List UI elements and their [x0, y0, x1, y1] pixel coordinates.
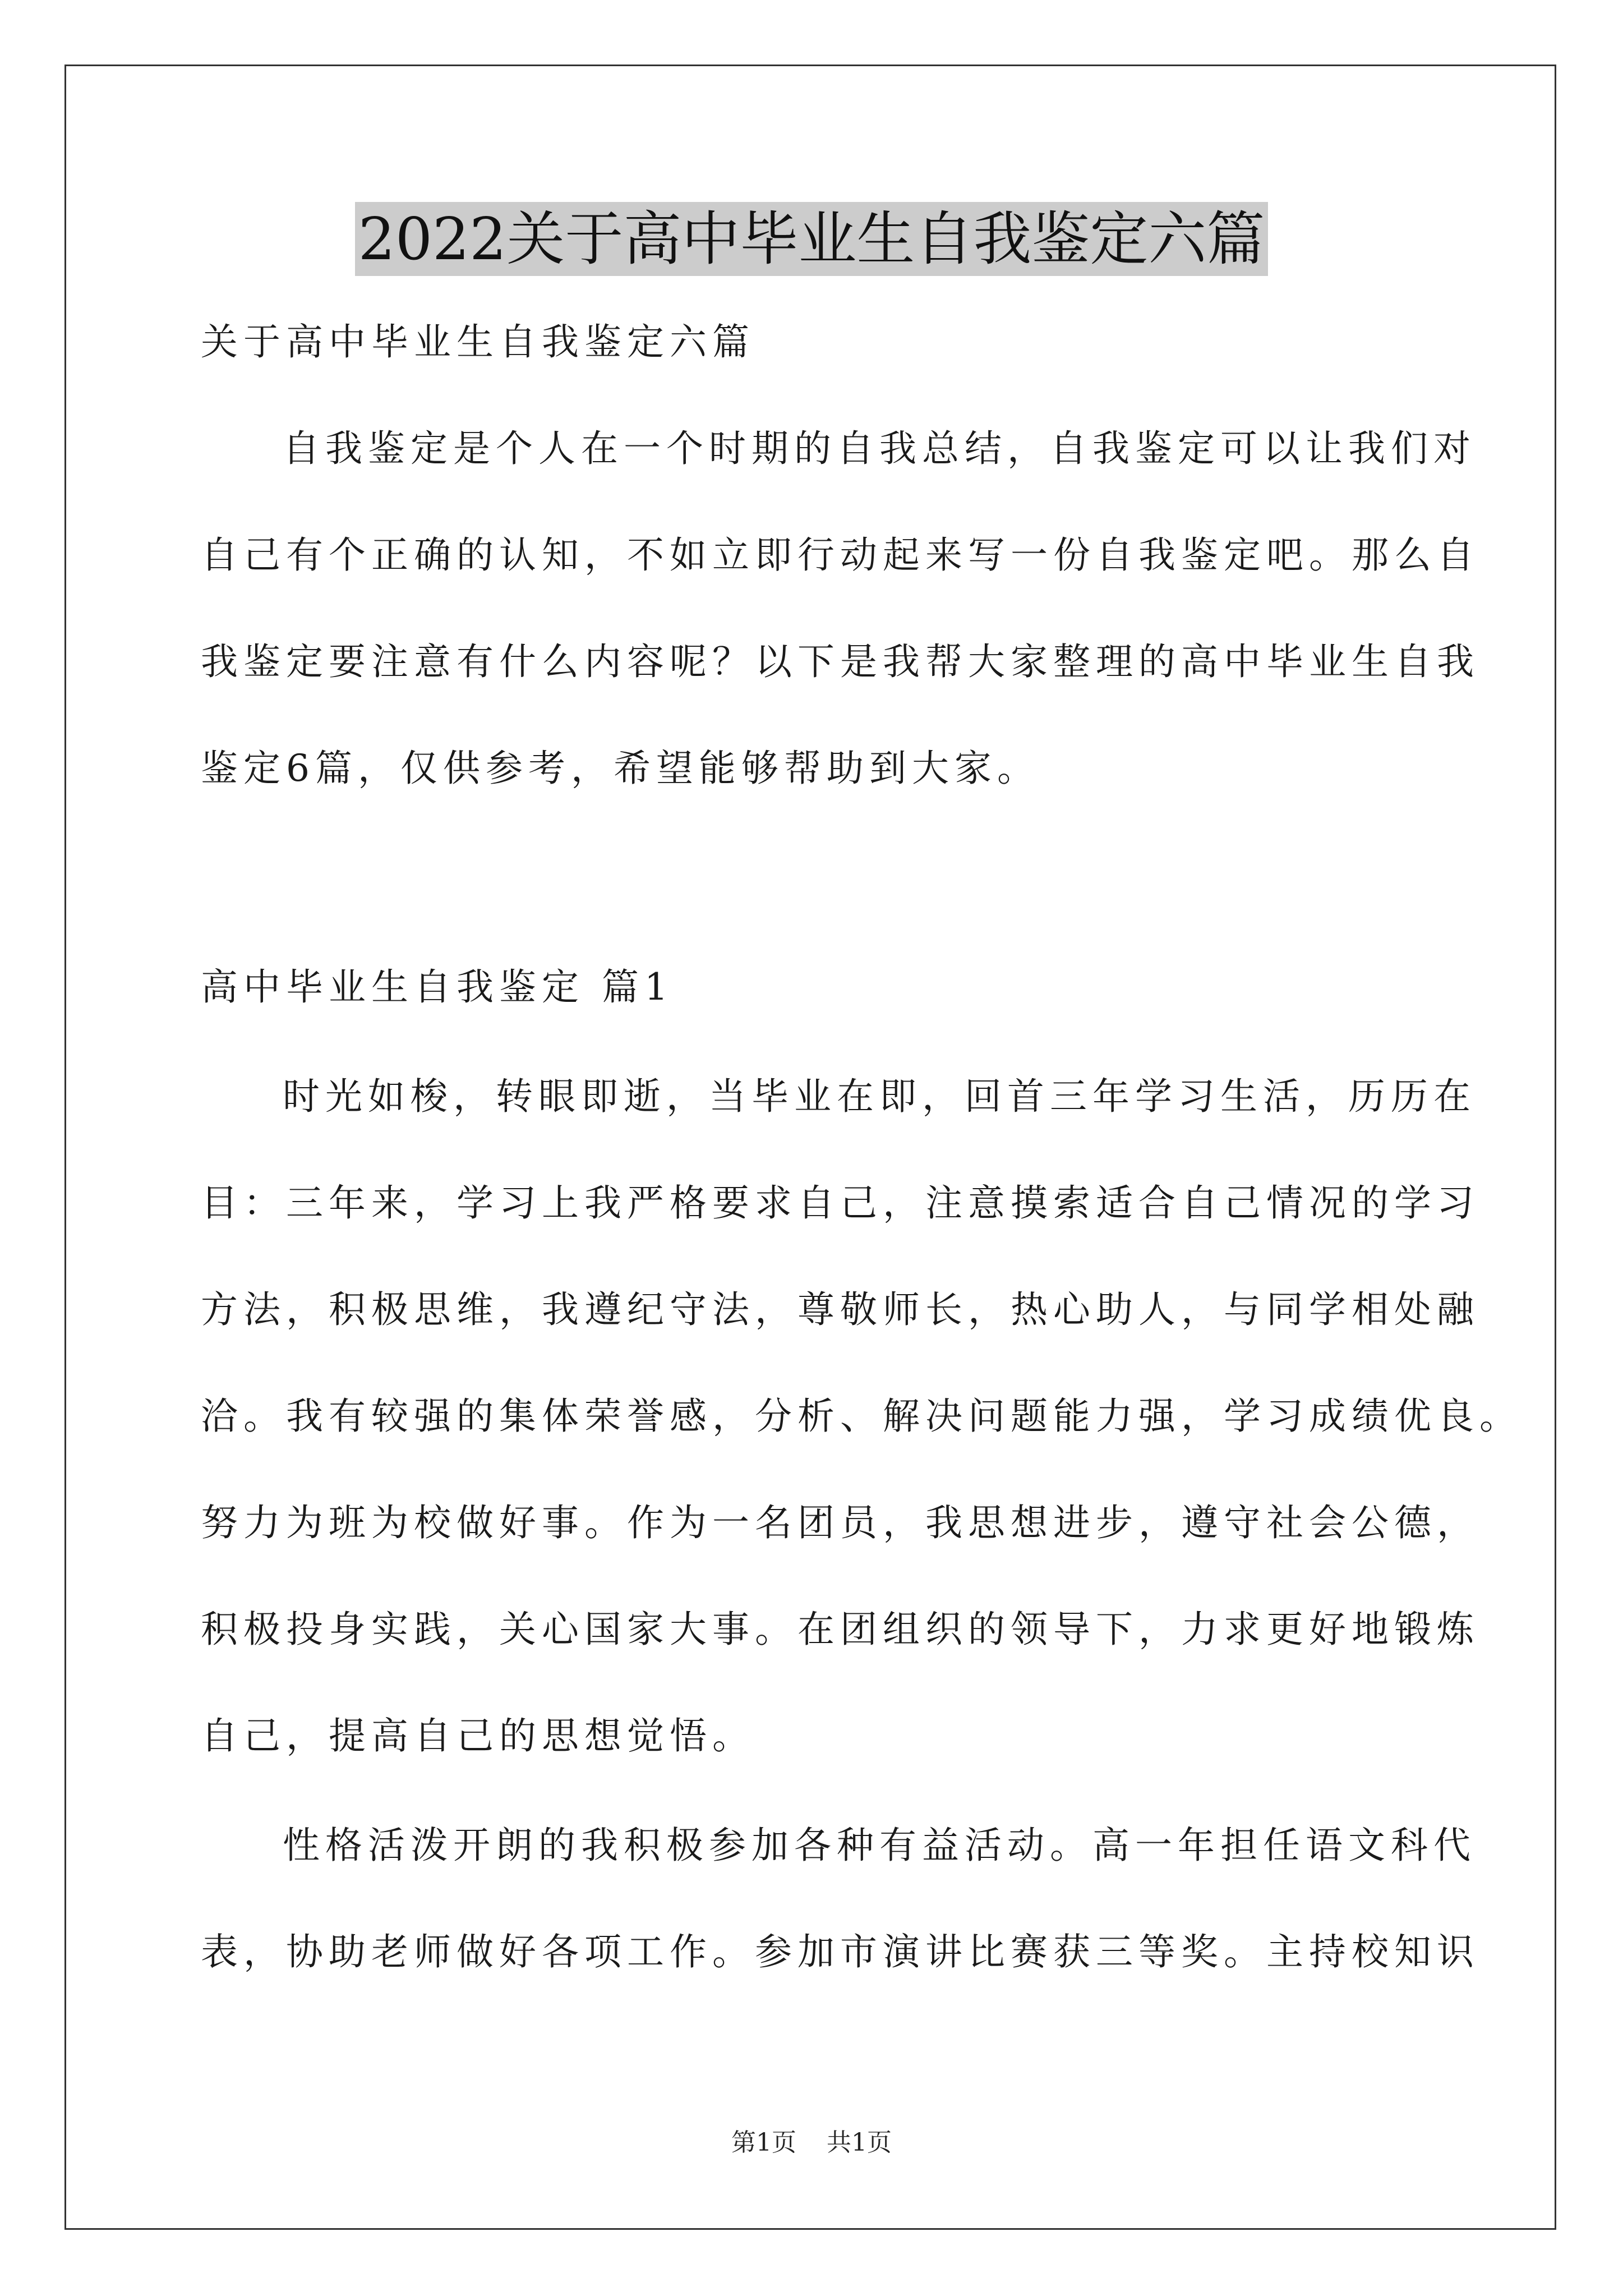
- paragraph1-line-2: 目：三年来，学习上我严格要求自己，注意摸索适合自己情况的学习: [201, 1181, 1479, 1225]
- paragraph1-line-5: 努力为班为校做好事。作为一名团员，我思想进步，遵守社会公德，: [201, 1501, 1479, 1544]
- intro-line-4: 鉴定6篇，仅供参考，希望能够帮助到大家。: [201, 747, 1040, 790]
- document-subtitle: 关于高中毕业生自我鉴定六篇: [201, 320, 755, 364]
- page-border: [64, 65, 1556, 2230]
- paragraph1-line-6: 积极投身实践，关心国家大事。在团组织的领导下，力求更好地锻炼: [201, 1608, 1479, 1651]
- page-total: 共1页: [827, 2128, 892, 2157]
- paragraph2-line-2: 表，协助老师做好各项工作。参加市演讲比赛获三等奖。主持校知识: [201, 1930, 1479, 1973]
- paragraph1-line-4: 洽。我有较强的集体荣誉感，分析、解决问题能力强，学习成绩优良。: [201, 1395, 1522, 1438]
- paragraph1-line-3: 方法，积极思维，我遵纪守法，尊敬师长，热心助人，与同学相处融: [201, 1288, 1479, 1331]
- page-footer: [0, 2126, 1623, 2160]
- intro-line-2: 自己有个正确的认知，不如立即行动起来写一份自我鉴定吧。那么自: [201, 533, 1479, 577]
- paragraph1-line-7: 自己，提高自己的思想觉悟。: [201, 1714, 755, 1757]
- title-container: [0, 202, 1623, 276]
- paragraph2-line-1: 性格活泼开朗的我积极参加各种有益活动。高一年担任语文科代: [283, 1824, 1476, 1867]
- intro-line-3: 我鉴定要注意有什么内容呢？以下是我帮大家整理的高中毕业生自我: [201, 640, 1479, 683]
- document-title: 2022关于高中毕业生自我鉴定六篇: [355, 202, 1269, 276]
- intro-line-1: 自我鉴定是个人在一个时期的自我总结，自我鉴定可以让我们对: [283, 427, 1476, 470]
- section-heading: 高中毕业生自我鉴定 篇1: [201, 965, 674, 1009]
- page-number: 第1页: [731, 2128, 796, 2157]
- paragraph1-line-1: 时光如梭，转眼即逝，当毕业在即，回首三年学习生活，历历在: [283, 1075, 1476, 1118]
